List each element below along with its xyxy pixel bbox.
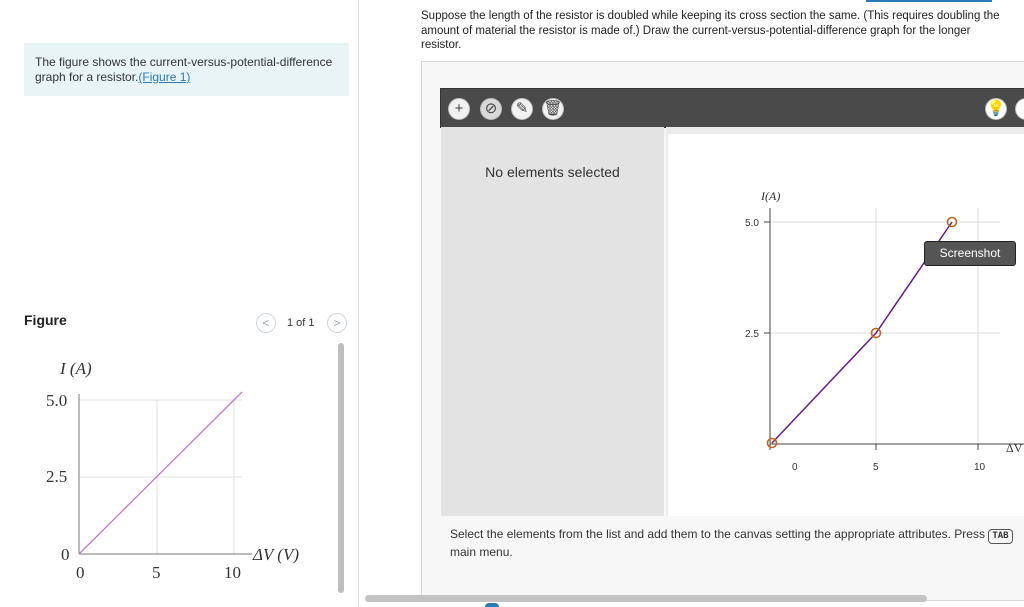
intro-text: The figure shows the current-versus-potential-difference graph for a resistor.: [35, 55, 333, 84]
edit-icon: ✎: [515, 100, 529, 117]
no-vector-icon: ⊘: [484, 100, 498, 117]
review-constants-link[interactable]: [866, 0, 992, 2]
attributes-panel: [441, 127, 664, 516]
no-vector-button[interactable]: [480, 98, 502, 120]
canvas-ylabel: I(A): [761, 189, 781, 203]
figure-scrollbar[interactable]: [338, 343, 344, 593]
scroll-indicator: [485, 603, 499, 607]
figure-ytick-zero: 0: [61, 545, 70, 564]
canvas-xtick-label-5: 5: [873, 462, 879, 473]
drawing-canvas[interactable]: [668, 134, 1024, 516]
trash-icon: 🗑: [543, 100, 563, 117]
canvas-ytick-label-5: 5.0: [745, 218, 759, 229]
figure-link[interactable]: (Figure 1): [138, 70, 191, 84]
canvas-graph: [668, 134, 1024, 516]
no-elements-text: No elements selected: [485, 164, 620, 180]
prev-figure-button[interactable]: [256, 313, 276, 333]
pane-divider: [358, 0, 359, 607]
screenshot-tooltip: Screenshot: [924, 241, 1016, 266]
canvas-ytick-label-2-5: 2.5: [745, 329, 759, 340]
instructions-line2: main menu.: [450, 545, 513, 559]
chevron-left-icon: <: [262, 316, 270, 330]
hint-button[interactable]: [985, 98, 1007, 120]
tab-key-badge: TAB: [988, 529, 1012, 544]
drawing-canvas-area: [666, 127, 1024, 516]
figure-xtick-5: 5: [152, 563, 161, 582]
canvas-xtick-label-0: 0: [792, 462, 798, 473]
intro-box: [24, 43, 349, 96]
instructions-line1: Select the elements from the list and add them to the canvas setting the appropriate attributes. Press: [450, 527, 985, 541]
add-icon: +: [454, 100, 464, 117]
extra-tool-button[interactable]: [1015, 98, 1024, 120]
figure-xtick-10: 10: [224, 563, 241, 582]
figure-graph: [24, 350, 324, 590]
instructions-text: [450, 526, 1024, 561]
drawing-toolbar: [440, 88, 1024, 128]
figure-ytick-top: 5.0: [46, 391, 68, 410]
figure-data-line: [79, 392, 242, 554]
next-figure-button[interactable]: [327, 313, 347, 333]
figure-xtick-0: 0: [76, 563, 85, 582]
left-pane: [0, 0, 360, 607]
figure-ytick-mid: 2.5: [46, 467, 68, 486]
chevron-right-icon: >: [333, 316, 341, 330]
figure-heading: Figure: [24, 312, 67, 328]
add-element-button[interactable]: [448, 98, 470, 120]
edit-button[interactable]: [511, 98, 533, 120]
question-text: Suppose the length of the resistor is doubled while keeping its cross section the same. (This requires doubling the amount of material the resistor is made of.) Draw the current-versus-potential-difference graph for the longer resistor.: [421, 10, 1000, 51]
figure-ylabel: I (A): [60, 359, 92, 378]
canvas-xtick-label-10: 10: [974, 462, 986, 473]
hint-icon: 💡: [986, 100, 1006, 117]
figure-counter: 1 of 1: [287, 317, 315, 329]
delete-button[interactable]: [542, 98, 564, 120]
figure-xlabel: ΔV (V): [253, 545, 300, 564]
canvas-xlabel: ΔV: [1006, 441, 1023, 455]
horizontal-scrollbar[interactable]: [365, 595, 927, 602]
